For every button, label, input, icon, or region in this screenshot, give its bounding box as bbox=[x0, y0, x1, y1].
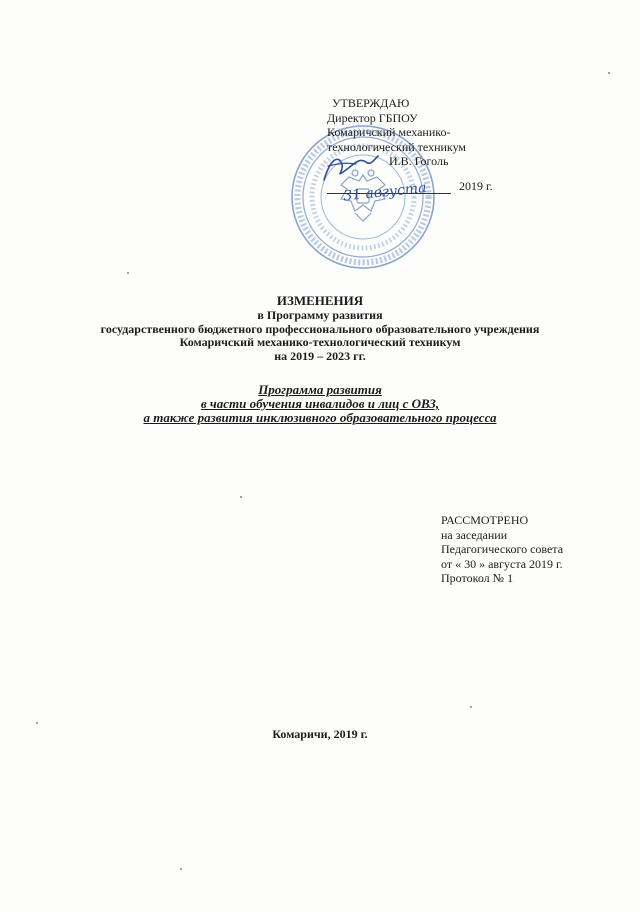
document-title: ИЗМЕНЕНИЯ bbox=[276, 293, 364, 308]
scan-speck bbox=[608, 72, 610, 74]
program-line-1: Программа развития bbox=[258, 382, 382, 397]
scan-speck bbox=[127, 272, 129, 274]
scan-speck bbox=[240, 496, 242, 498]
title-block bbox=[0, 294, 640, 364]
title-period: на 2019 – 2023 гг. bbox=[274, 349, 366, 364]
handwritten-date-text: 31 августа bbox=[342, 179, 428, 205]
program-subtitle bbox=[0, 383, 640, 426]
considered-line-2: Педагогического совета bbox=[441, 542, 564, 557]
program-line-2: в части обучения инвалидов и лиц с ОВЗ, bbox=[200, 396, 440, 412]
program-line-3: а также развития инклюзивного образовательного процесса bbox=[143, 410, 497, 426]
handwritten-date bbox=[337, 175, 455, 205]
scan-speck bbox=[470, 706, 472, 708]
scan-speck bbox=[36, 722, 38, 724]
considered-block bbox=[441, 513, 563, 586]
protocol-number: Протокол № 1 bbox=[441, 571, 514, 586]
director-name: И.В. Гоголь bbox=[389, 154, 449, 169]
considered-heading: РАССМОТРЕНО bbox=[441, 513, 529, 527]
considered-line-1: на заседании bbox=[441, 527, 508, 542]
approval-year: 2019 г. bbox=[459, 179, 493, 194]
director-position: Директор ГБПОУ bbox=[327, 110, 418, 125]
title-line-1: в Программу развития bbox=[257, 307, 383, 322]
organization-line-1: Комаричский механико- bbox=[327, 125, 451, 140]
organization-line-2: технологический техникум bbox=[327, 139, 467, 154]
scan-speck bbox=[180, 868, 182, 870]
title-line-3: Комаричский механико-технологический техникум bbox=[179, 335, 461, 350]
city-year: Комаричи, 2019 г. bbox=[272, 727, 368, 741]
approval-heading: УТВЕРЖДАЮ bbox=[332, 96, 410, 110]
considered-date: от « 30 » августа 2019 г. bbox=[441, 556, 563, 571]
title-line-2: государственного бюджетного профессионального образовательного учреждения bbox=[100, 321, 540, 336]
